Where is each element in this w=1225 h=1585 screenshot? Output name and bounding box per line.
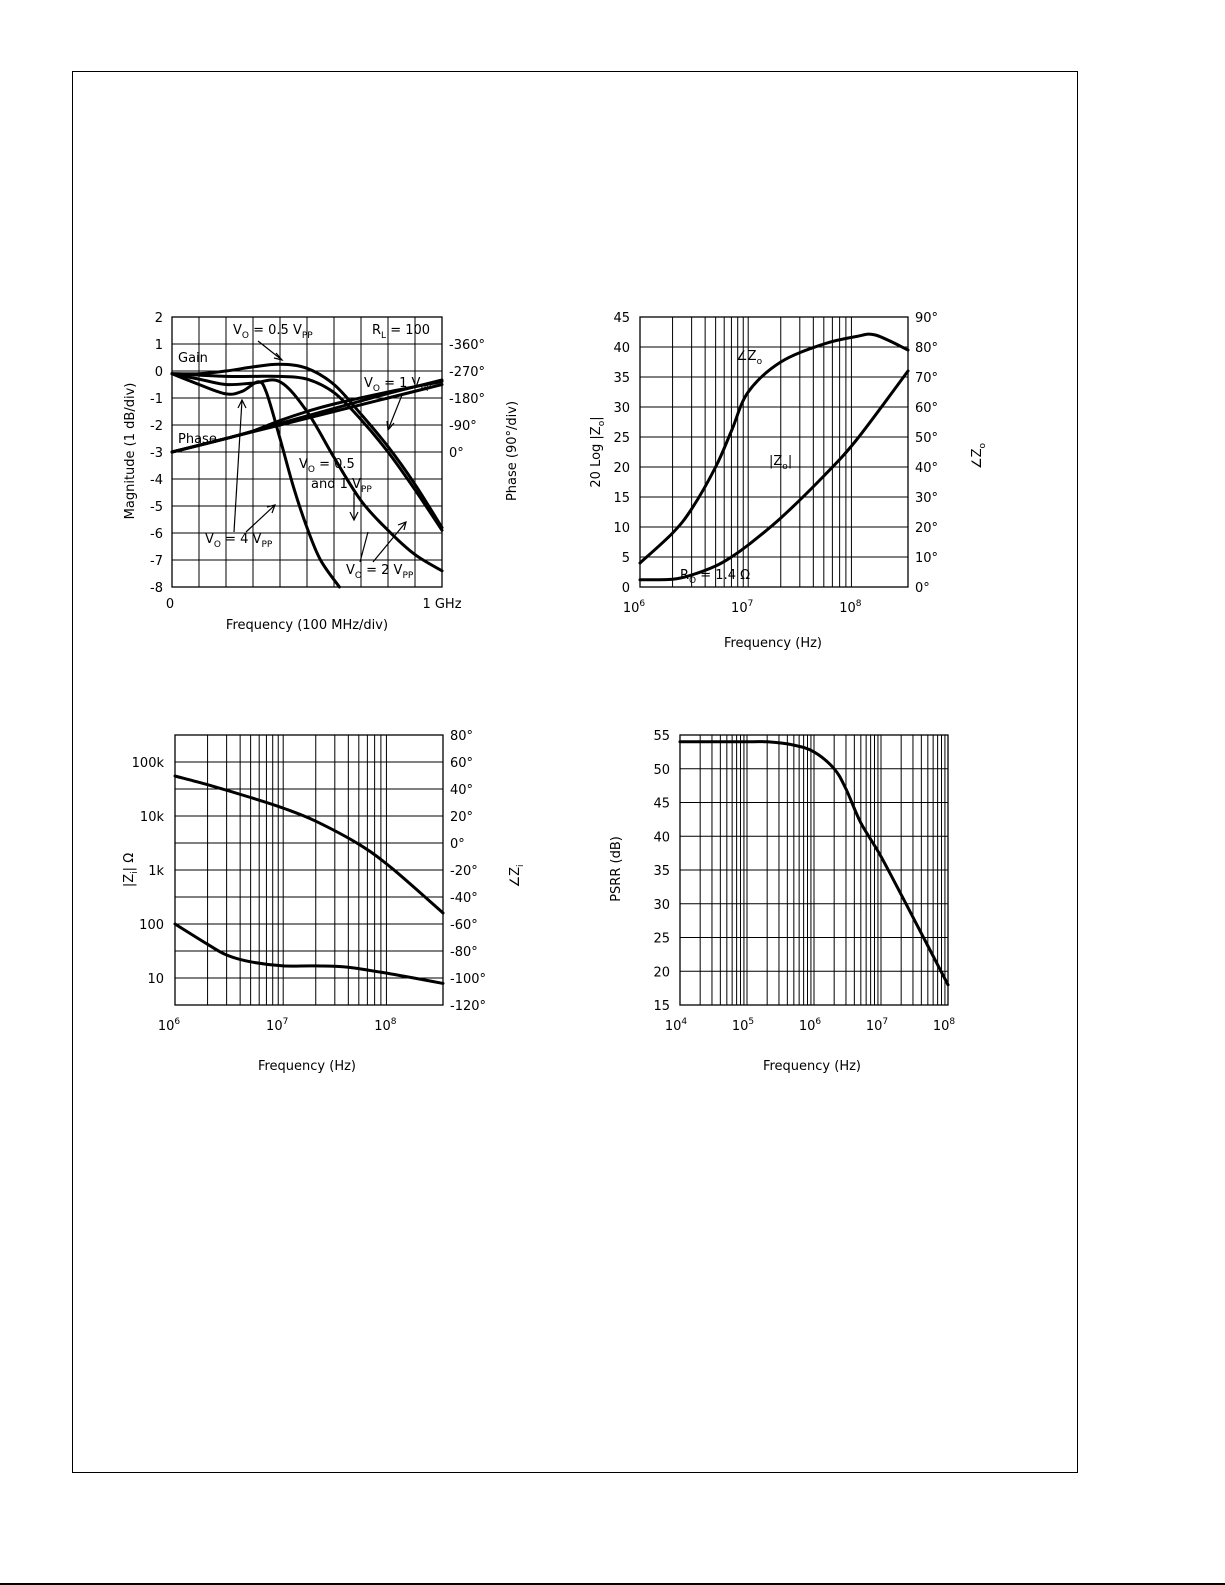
c1-ytick: -2 [150,419,163,434]
c2-xlabel: Frequency (Hz) [723,636,823,651]
c2-ytick: 20 [613,461,630,476]
c2-xtick: $10^8$ [839,599,862,616]
c1-ytick: -4 [150,473,163,488]
c4-ytick: 15 [653,999,670,1014]
c3-ytick-right: -40° [450,891,478,906]
c1-ytick-right: -180° [449,392,486,407]
c4-ytick: 20 [653,965,670,981]
c3-ytick-right: 20° [450,810,474,825]
c4-ytick: 40 [653,830,670,846]
c1-ylabel: Magnitude (1 dB/div) [123,382,138,520]
c2-ytick: 30 [613,401,630,416]
annotation-gain: Gain [178,351,208,366]
c4-xtick: $10^5$ [731,1017,755,1034]
c2-ytick-right: 0° [915,581,930,596]
c2-ytick: 35 [613,371,630,386]
c1-ylabel-right: Phase (90°/div) [505,400,520,502]
c3-ytick-right: 40° [450,783,474,798]
c2-ytick-right: 40° [915,461,939,476]
c1-ytick-right: -270° [449,365,486,380]
c1-xlabel: Frequency (100 MHz/div) [225,618,389,633]
c3-ytick: 10k [139,810,164,825]
annotation-angle-zo: $\angle Z_o$ [736,349,763,367]
c4-xtick: $10^7$ [865,1017,889,1034]
c2-ytick-right: 60° [915,401,939,416]
c1-ytick: -6 [150,527,163,542]
c2-ytick-right: 20° [915,521,939,536]
c3-ytick: 10 [147,972,164,987]
c3-ytick: 100 [139,918,164,933]
c3-ytick-right: 0° [450,837,465,852]
c3-ytick-right: -20° [450,864,478,879]
c2-ytick-right: 30° [915,491,939,506]
c2-ylabel: 20 Log $|Z_o|$ [589,416,607,488]
c2-ytick: 15 [613,491,630,506]
c2-ytick-right: 50° [915,431,939,446]
c1-ytick: 2 [154,311,163,326]
c2-ytick: 0 [621,581,630,596]
c1-ytick: -3 [150,446,163,461]
c3-xtick: $10^7$ [266,1017,289,1034]
c4-ytick: 35 [653,864,670,879]
c2-ytick: 25 [613,431,630,446]
c1-ytick-right: 0° [449,446,464,461]
c3-ytick-right: -60° [450,918,478,933]
c3-ytick: 1k [148,864,164,879]
c3-xtick: $10^8$ [374,1017,397,1034]
c3-ytick-right: 80° [450,729,474,744]
c1-ytick-right: -90° [449,419,477,434]
c1-ytick-right: -360° [449,338,486,353]
c2-ytick: 10 [613,521,630,536]
c4-xtick: $10^6$ [798,1017,822,1034]
c4-xlabel: Frequency (Hz) [762,1059,862,1074]
c3-ytick-right: -80° [450,945,478,960]
c1-ytick: -1 [150,392,163,407]
annotation-v1: $V_O = 1$ $V_{PP}$ [364,376,432,394]
c1-ytick: 0 [154,365,163,380]
c1-ytick: -5 [150,500,163,515]
annotation-v051-line2: and 1 $V_{PP}$ [311,477,372,495]
annotation-v2: $V_O = 2$ $V_{PP}$ [346,563,414,581]
annotation-v051-line1: $V_O = 0.5$ [299,457,355,475]
c3-ylabel: $|Z_i|$ Ω [122,852,140,888]
c4-ytick: 55 [653,729,670,744]
c2-ytick-right: 90° [915,311,939,326]
c4-xtick: $10^4$ [664,1017,688,1034]
annotation-v05: $V_O = 0.5$ $V_{PP}$ [233,323,313,341]
c4-xtick: $10^8$ [932,1017,956,1034]
c1-ytick: -8 [150,581,163,596]
c3-xlabel: Frequency (Hz) [257,1059,357,1074]
c2-ytick: 40 [613,341,630,356]
annotation-rl: $R_L = 100$ [372,323,431,341]
c1-ytick: -7 [150,554,163,569]
c4-ytick: 30 [653,897,670,913]
c3-ytick: 100k [131,756,164,771]
c4-ytick: 50 [653,762,670,778]
c1-xtick: 0 [165,597,175,612]
c2-ytick-right: 10° [915,551,939,566]
c3-xtick: $10^6$ [157,1017,181,1034]
annotation-phase: Phase [178,432,217,447]
c3-ytick-right: -100° [450,972,487,987]
c3-ytick-right: 60° [450,756,474,771]
annotation-ro: $R_O = 1.4$ Ω [680,568,751,586]
c1-ytick: 1 [154,338,163,353]
c2-ylabel-right: $\angle Z_o$ [970,442,988,470]
c3-ylabel-right: $\angle Z_i$ [508,864,526,888]
c4-ytick: 45 [653,796,670,812]
c4-ylabel: PSRR (dB) [609,836,624,902]
annotation-mag-zo: $|Z_o|$ [769,454,793,472]
c2-ytick-right: 70° [915,371,939,386]
c4-ytick: 25 [653,931,670,947]
c3-ytick-right: -120° [450,999,487,1014]
c2-ytick: 5 [621,551,630,566]
c2-xtick: $10^7$ [731,599,754,616]
c2-ytick: 45 [613,311,630,326]
c2-ytick-right: 80° [915,341,939,356]
c1-xtick: 1 GHz [422,597,462,612]
c2-xtick: $10^6$ [622,599,646,616]
annotation-v4: $V_O = 4$ $V_{PP}$ [205,532,273,550]
